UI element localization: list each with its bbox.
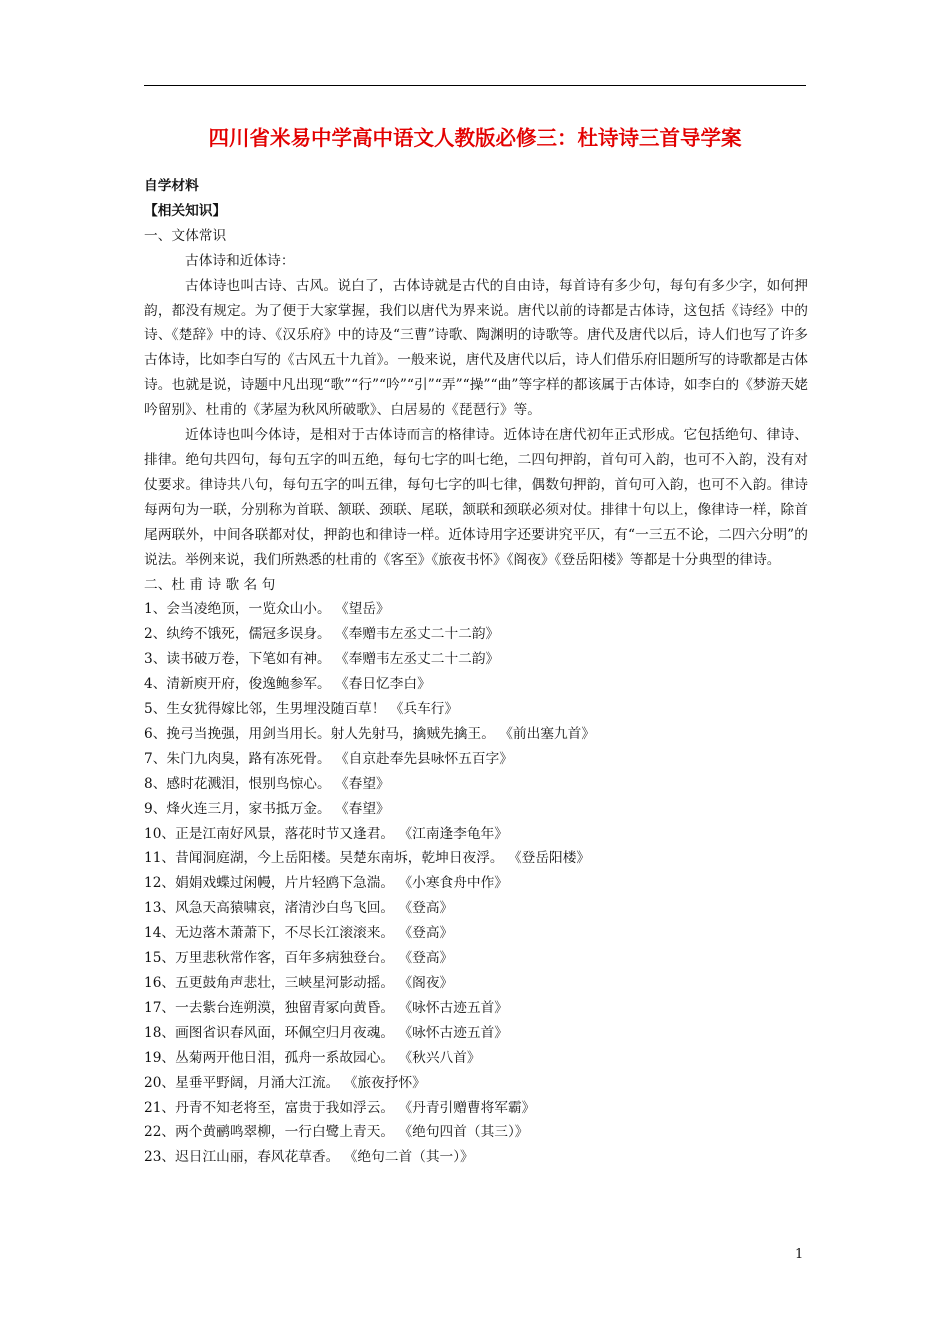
famous-line-item: 3、读书破万卷，下笔如有神。 《奉赠韦左丞丈二十二韵》: [144, 651, 500, 668]
modern-poetry-paragraph: 近体诗也叫今体诗，是相对于古体诗而言的格律诗。近体诗在唐代初年正式形成。它包括绝句、律诗、排律。绝句共四句，每句五字的叫五绝，每句七字的叫七绝，二四句押韵，首句可入韵，也可不入韵，没有对仗要求。律诗共八句，每句五字的叫五律，每句七字的叫七律，偶数句押韵，首句可入韵，也可不入韵。律诗每两句为一联，分别称为首联、颔联、颈联、尾联，颔联和颈联必须对仗。排律十句以上，像律诗一样，除首尾两联外，中间各联都对仗，押韵也和律诗一样。近体诗用字还要讲究平仄，有“一三五不论，二四六分明”的说法。举例来说，我们所熟悉的杜甫的《客至》《旅夜书怀》《阁夜》《登岳阳楼》等都是十分典型的律诗。: [144, 427, 808, 568]
famous-line-item: 6、挽弓当挽强，用剑当用长。射人先射马，擒贼先擒王。 《前出塞九首》: [144, 725, 596, 742]
famous-line-item: 1、会当凌绝顶，一览众山小。 《望岳》: [144, 601, 390, 618]
famous-line-item: 14、无边落木萧萧下，不尽长江滚滚来。 《登高》: [144, 925, 454, 942]
famous-line-item: 22、两个黄鹂鸣翠柳，一行白鹭上青天。 《绝句四首（其三）》: [144, 1124, 529, 1141]
famous-lines-list: [144, 597, 808, 1170]
related-knowledge-heading: 【相关知识】: [144, 202, 227, 219]
famous-line-item: 10、正是江南好风景，落花时节又逢君。 《江南逢李龟年》: [144, 825, 508, 842]
famous-line-item: 17、一去紫台连朔漠，独留青冢向黄昏。 《咏怀古迹五首》: [144, 999, 508, 1016]
ancient-modern-poetry-heading: 古体诗和近体诗：: [185, 252, 295, 269]
famous-line-item: 8、感时花溅泪，恨别鸟惊心。 《春望》: [144, 775, 390, 792]
famous-line-item: 11、昔闻洞庭湖，今上岳阳楼。吴楚东南坼，乾坤日夜浮。 《登岳阳楼》: [144, 850, 591, 867]
famous-line-item: 5、生女犹得嫁比邻，生男埋没随百草！ 《兵车行》: [144, 701, 459, 718]
famous-line-item: 20、星垂平野阔，月涌大江流。 《旅夜抒怀》: [144, 1074, 426, 1091]
ancient-poetry-paragraph: 古体诗也叫古诗、古风。说白了，古体诗就是古代的自由诗，每首诗有多少句，每句有多少字，如何押韵，都没有规定。为了便于大家掌握，我们以唐代为界来说。唐代以前的诗都是古体诗，这包括《诗经》中的诗、《楚辞》中的诗、《汉乐府》中的诗及“三曹”诗歌、陶渊明的诗歌等。唐代及唐代以后，诗人们也写了许多古体诗，比如李白写的《古风五十九首》。一般来说，唐代及唐代以后，诗人们借乐府旧题所写的诗歌都是古体诗。也就是说，诗题中凡出现“歌”“行”“吟”“引”“弄”“操”“曲”等字样的都该属于古体诗，如李白的《梦游天姥吟留别》、杜甫的《茅屋为秋风所破歌》、白居易的《琵琶行》等。: [144, 277, 808, 419]
famous-line-item: 18、画图省识春风面，环佩空归月夜魂。 《咏怀古迹五首》: [144, 1024, 508, 1041]
famous-line-item: 4、清新庾开府，俊逸鲍参军。 《春日忆李白》: [144, 676, 431, 693]
header-rule: [144, 85, 806, 86]
famous-line-item: 15、万里悲秋常作客，百年多病独登台。 《登高》: [144, 950, 454, 967]
page-number: 1: [795, 1247, 804, 1262]
famous-lines-heading: 二、杜 甫 诗 歌 名 句: [144, 576, 276, 593]
genre-knowledge-heading: 一、文体常识: [144, 227, 227, 244]
document-body: [144, 174, 808, 1170]
famous-line-item: 16、五更鼓角声悲壮，三峡星河影动摇。 《阁夜》: [144, 975, 454, 991]
famous-line-item: 19、丛菊两开他日泪，孤舟一系故园心。 《秋兴八首》: [144, 1049, 481, 1066]
famous-line-item: 23、迟日江山丽，春风花草香。 《绝句二首（其一）》: [144, 1149, 474, 1166]
famous-line-item: 13、风急天高猿啸哀，渚清沙白鸟飞回。 《登高》: [144, 900, 454, 917]
famous-line-item: 21、丹青不知老将至，富贵于我如浮云。 《丹青引赠曹将军霸》: [144, 1099, 536, 1116]
famous-line-item: 12、娟娟戏蝶过闲幔，片片轻鸥下急湍。 《小寒食舟中作》: [144, 875, 508, 892]
document-title: 四川省米易中学高中语文人教版必修三：杜诗诗三首导学案: [208, 126, 742, 150]
famous-line-item: 9、烽火连三月，家书抵万金。 《春望》: [144, 800, 390, 817]
famous-line-item: 7、朱门九肉臭，路有冻死骨。 《自京赴奉先县咏怀五百字》: [144, 750, 513, 767]
section-heading: 自学材料: [144, 178, 199, 194]
famous-line-item: 2、纨绔不饿死，儒冠多误身。 《奉赠韦左丞丈二十二韵》: [144, 626, 500, 643]
